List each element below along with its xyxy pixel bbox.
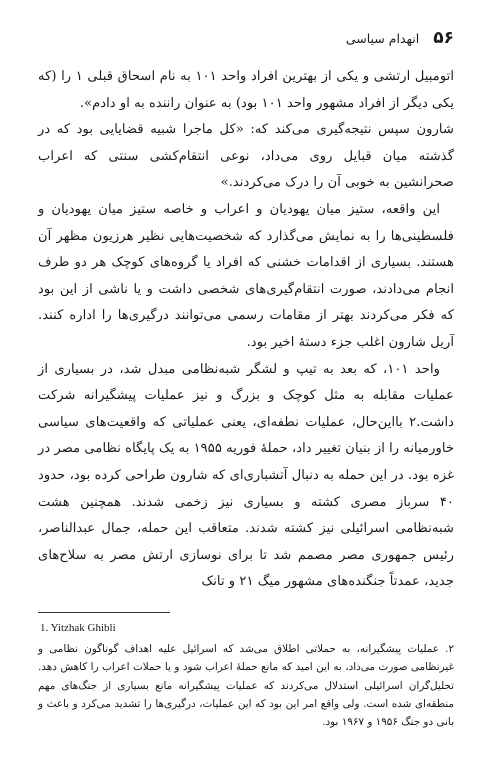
paragraph-2: شارون سپس نتیجه‌گیری می‌کند که: «کل ماجرا شبیه قضایایی بود که در گذشته میان قبایل روی می‌داد، نوعی انتقام‌کشی سنتی که اعراب صحرانشین به خوبی آن را درک می‌کردند.» — [38, 122, 454, 191]
running-title: انهدام سیاسی — [345, 31, 420, 46]
page-number: ۵۶ — [433, 28, 454, 48]
footnote-2: ۲. عملیات پیشگیرانه، به حملاتی اطلاق می‌شد که اسرائیل علیه اهداف گوناگون نظامی و غیرنظامی صورت می‌داد، به این امید که مانع حملهٔ اعراب شود و یا حملات اعراب را کاهش دهد. تحلیل‌گران اسرائیلی استدلال می‌کردند که عملیات پیشگیرانه مانع بسیاری از جنگ‌های مهم منطقه‌ای شده است. ولی واقع امر این بود که این عملیات، درگیری‌ها را تشدید می‌کرد و باعث و بانی دو جنگ ۱۹۵۶ و ۱۹۶۷ بود. — [38, 643, 454, 729]
paragraph-1: اتومبیل ارتشی و یکی از بهترین افراد واحد ۱۰۱ به نام اسحاق قبلی ۱ را (که یکی دیگر از افراد مشهور واحد ۱۰۱ بود) به عنوان راننده به او دادم». — [38, 69, 454, 111]
paragraph-4: واحد ۱۰۱، که بعد به تیپ و لشگر شبه‌نظامی مبدل شد، در بسیاری از عملیات مقابله به مثل کوچک و بزرگ و نیز عملیات پیشگیرانه شرکت داشت.۲ بااین‌حال، عملیات نطفه‌ای، یعنی عملیاتی که واقعیت‌های سیاسی خاورمیانه را از بنیان تغییر داد، حملهٔ فوریه ۱۹۵۵ به یک پایگاه نظامی مصر در غزه بود. در این حمله به دنبال آتشباری‌ای که شارون طراحی کرده بود، حدود ۴۰ سرباز مصری کشته و بسیاری نیز زخمی شدند. همچنین هشت شبه‌نظامی اسرائیلی نیز کشته شدند. متعاقب این حمله، جمال عبدالناصر، رئیس جمهوری مصر مصمم شد تا برای نوسازی ارتش مصر به سلاح‌های جدید، عمدتاً جنگنده‌های مشهور میگ ۲۱ و تانک — [38, 361, 455, 590]
footnote-1: 1. Yitzhak Ghibli — [40, 622, 116, 634]
body-text — [38, 64, 454, 596]
page-header — [40, 28, 454, 50]
paragraph-3: این واقعه، ستیز میان یهودیان و اعراب و خاصه ستیز میان یهودیان و فلسطینی‌ها را به نمایش می‌گذارد که شخصیت‌هایی نظیر هرزیون مظهر آن هستند. بسیاری از اقدامات خشنی که افراد یا گروه‌های کوچک هر دو طرف انجام می‌دادند، صورت انتقام‌گیری‌های شخصی داشت و یا ناشی از این بود که فکر می‌کردند بهتر از مقامات رسمی می‌توانند درگیری‌ها را اداره کنند. آریل شارون اغلب جزء دستهٔ اخیر بود. — [38, 201, 454, 350]
footnote-divider — [38, 612, 170, 613]
